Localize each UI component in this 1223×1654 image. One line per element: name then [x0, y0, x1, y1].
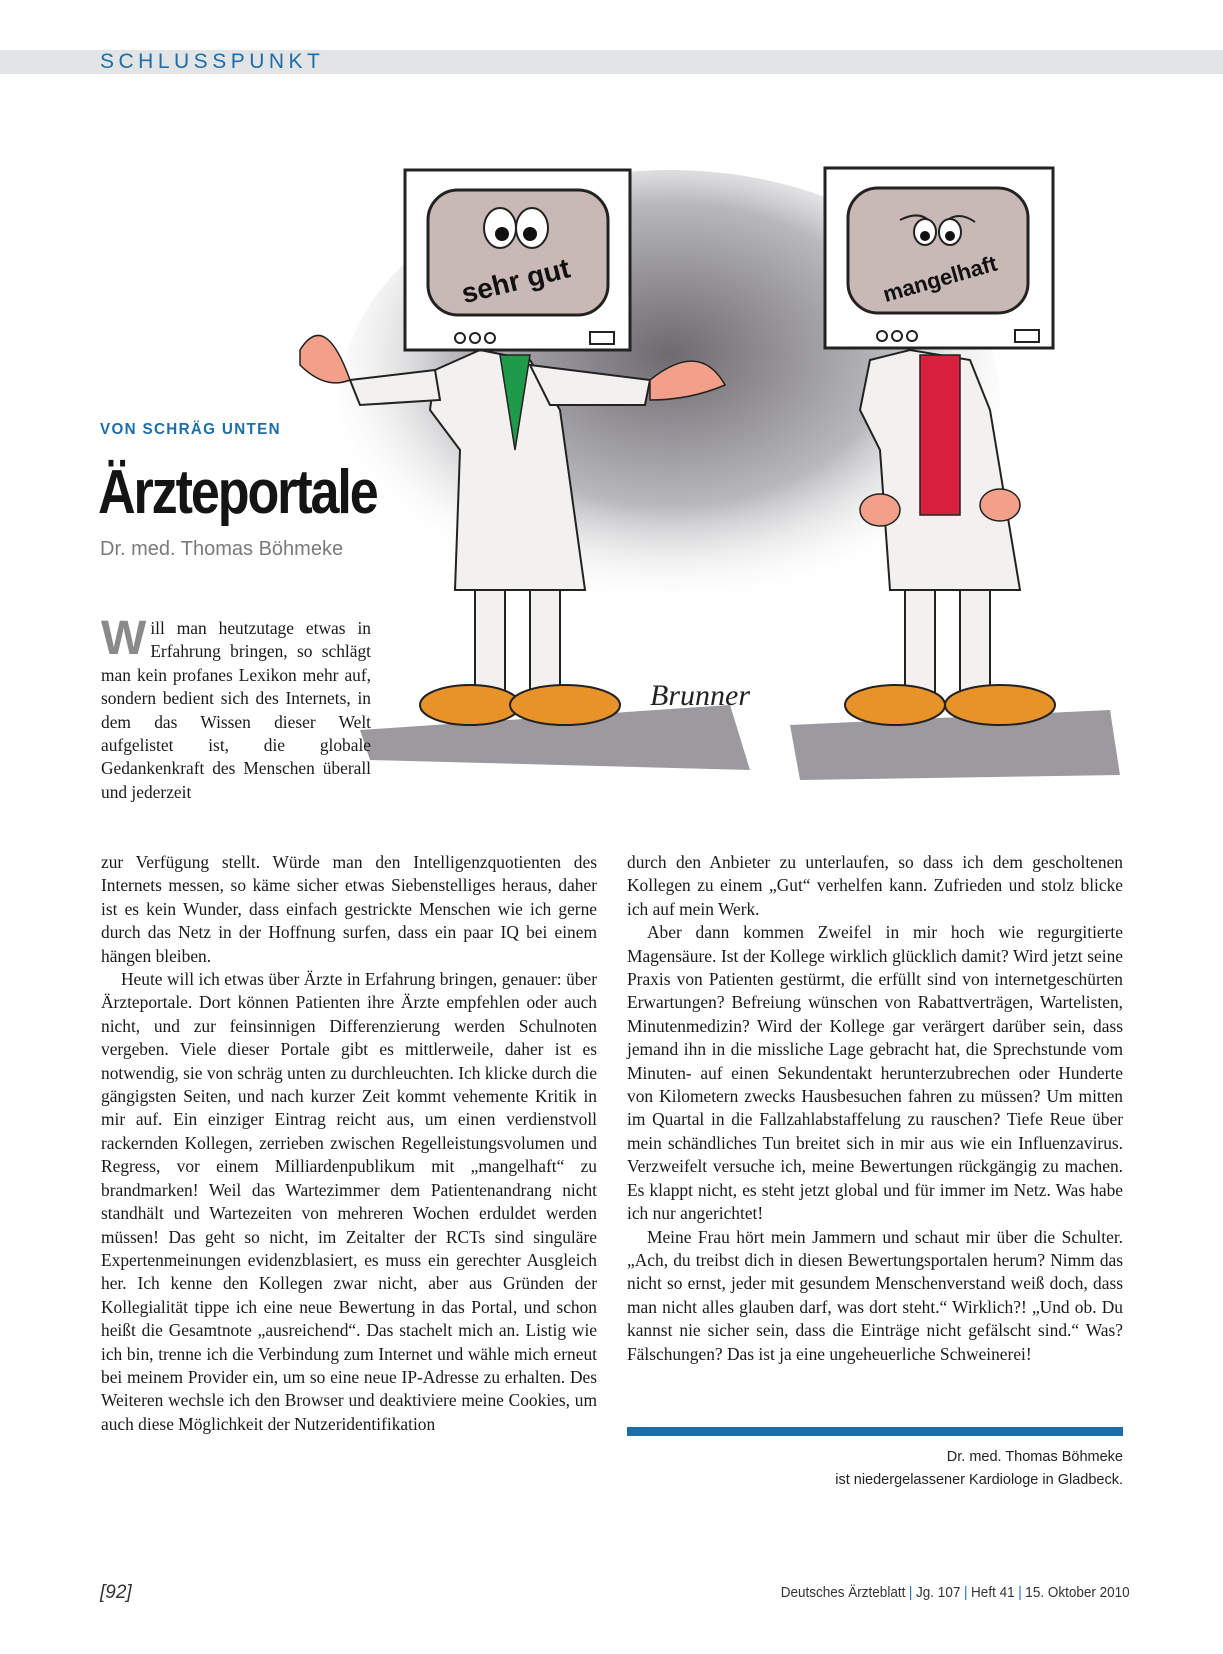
footer-separator: | [909, 1584, 913, 1601]
cartoonist-signature: Brunner [650, 679, 750, 712]
article-title: Ärzteportale [98, 458, 377, 527]
body-paragraph: durch den Anbieter zu unterlaufen, so dass ich dem gescholtenen Kollegen zu einem „Gut“ verhelfen kann. Zufrieden und stolz blicke ich auf mein Werk. [627, 852, 1123, 919]
footer-date: 15. Oktober 2010 [1025, 1584, 1130, 1601]
author-bio [835, 1446, 1123, 1492]
article-kicker: VON SCHRÄG UNTEN [100, 421, 281, 438]
intro-text: ill man heutzutage etwas in Erfahrung bringen, so schlägt man kein profanes Lexikon mehr auf, sondern bedient sich des Internets, in dem das Wissen dieser Welt aufgelistet ist, die globale Gedankenkraft des Menschen überall und jederzeit [101, 618, 371, 802]
bio-name: Dr. med. Thomas Böhmeke [946, 1449, 1123, 1465]
page-number: [92] [100, 1582, 132, 1603]
left-screen-text: sehr gut [458, 252, 574, 310]
footer-volume: Jg. 107 [916, 1584, 961, 1601]
body-paragraph: zur Verfügung stellt. Würde man den Intelligenzquotienten des Internets messen, so käme sicher etwas Siebenstelliges heraus, daher ist es kein Wunder, dass einfach gestrickte Menschen wie ich gerne durch das Netz in der Hoffnung surfen, dass ein paar IQ bei einem hängen bleiben. [101, 852, 597, 966]
body-paragraph: Aber dann kommen Zweifel in mir hoch wie regurgitierte Magensäure. Ist der Kollege wirklich glücklich damit? Wird jetzt seine Praxis von Patienten gestürmt, die erfüllt sind von internetgeschürten Erwartungen? Befreiung wünschen von Rabattverträgen, Wartelisten, Minutenmedizin? Wird der Kollege gar verärgert darüber sein, dass jemand ihn in die missliche Lage gebracht hat, die Sprechstunde vom Minuten- auf einen Sekundentakt herunterzubrechen oder Hunderte von Kilometern zwecks Hausbesuchen fahren zu müssen? Um mitten im Quartal in die Fallzahlabstaffelung zu rauschen? Tiefe Reue über mein schändliches Tun breitet sich in mir aus wie ein Influenzavirus. Verzweifelt versuche ich, meine Bewertungen rückgängig zu machen. Es klappt nicht, es steht jetzt global und für immer im Netz. Was habe ich nur angerichtet! [627, 922, 1123, 1224]
footer-separator: | [964, 1584, 968, 1601]
body-paragraph: Meine Frau hört mein Jammern und schaut mir über die Schulter. „Ach, du treibst dich in diesen Bewertungsportalen herum? Nimm das nicht so ernst, jeder mit gesundem Menschenverstand weiß doch, dass man nicht alles glauben darf, was dort steht.“ Wirklich?! „Und ob. Du kannst nie sicher sein, dass die Einträge nicht gefälscht sind.“ Was? Fälschungen? Das ist ja eine ungeheuerliche Schweinerei! [627, 1226, 1123, 1364]
intro-paragraph [101, 612, 371, 804]
body-column-left [101, 851, 597, 1436]
right-screen-text: mangelhaft [880, 250, 1000, 307]
footer-issue: Heft 41 [971, 1584, 1015, 1601]
footer-journal: Deutsches Ärzteblatt [781, 1584, 906, 1601]
drop-cap: W [101, 612, 147, 665]
article-author: Dr. med. Thomas Böhmeke [100, 538, 344, 560]
bio-divider [627, 1427, 1123, 1436]
section-label: SCHLUSSPUNKT [100, 50, 325, 73]
body-paragraph: Heute will ich etwas über Ärzte in Erfahrung bringen, genauer: über Ärzteportale. Dort können Patienten ihre Ärzte empfehlen oder auch nicht, und zur feinsinnigen Differenzierung werden Schulnoten vergeben. Viele dieser Portale gibt es mittlerweile, daher ist es notwendig, sie von schräg unten zu durchleuchten. Ich klicke durch die gängigsten Seiten, und nach kurzer Zeit kommt vehemente Kritik in mir auf. Ein einziger Eintrag reicht aus, um einen verdienstvoll rackernden Kollegen, zerrieben zwischen Regelleistungsvolumen und Regress, vor einem Milliardenpublikum mit „mangelhaft“ zu brandmarken! Weil das Wartezimmer dem Patientenandrang nicht standhält und Wartezeiten von mehreren Wochen erduldet werden müssen! Das geht so nicht, im Zeitalter der RCTs sind singuläre Expertenmeinungen evidenzblasiert, es muss ein gerechter Ausgleich her. Ich kenne den Kollegen zwar nicht, aber aus Gründen der Kollegialität tippe ich eine neue Bewertung in das Portal, und schon heißt die Gesamtnote „ausreichend“. Das stachelt mich an. Listig wie ich bin, trenne ich die Verbindung zum Internet und wähle mich erneut bei meinem Provider ein, um so eine neue IP-Adresse zu erhalten. Des Weiteren wechsle ich den Browser und deaktiviere meine Cookies, um auch diese Möglichkeit der Nutzeridentifikation [101, 969, 597, 1434]
footer-citation [781, 1584, 1130, 1601]
bio-text: ist niedergelassener Kardiologe in Gladbeck. [835, 1472, 1123, 1488]
body-column-right [627, 851, 1123, 1366]
footer-separator: | [1018, 1584, 1023, 1601]
